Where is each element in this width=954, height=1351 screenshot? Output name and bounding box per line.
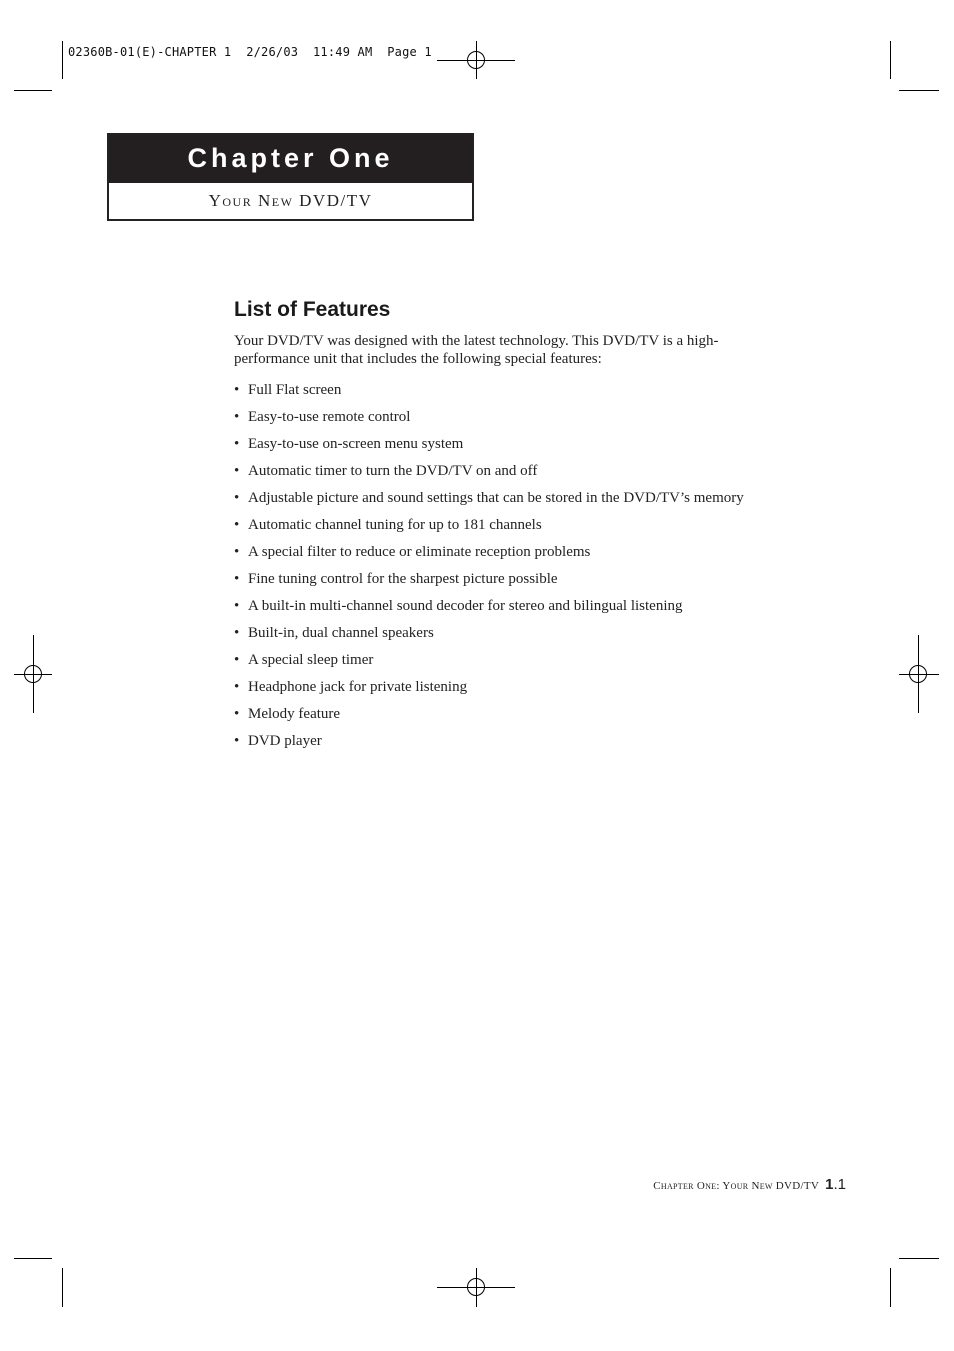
bullet-icon: • (234, 544, 240, 560)
bullet-icon: • (234, 679, 240, 695)
page-number-chapter: 1 (825, 1176, 834, 1193)
bullet-icon: • (234, 733, 240, 749)
list-item: • Fine tuning control for the sharpest picture possible (234, 566, 794, 593)
crop-mark (899, 1258, 939, 1259)
list-item: • A special filter to reduce or eliminate reception problems (234, 539, 794, 566)
crop-mark (14, 1258, 52, 1259)
bullet-icon: • (234, 382, 240, 398)
crop-mark (62, 1268, 63, 1307)
chapter-header (107, 133, 474, 221)
page-number-page: .1 (833, 1176, 846, 1193)
chapter-title: Chapter One (109, 135, 472, 183)
printer-slug: 02360B-01(E)-CHAPTER 1 2/26/03 11:49 AM Page 1 (68, 45, 432, 59)
list-item: • A built-in multi-channel sound decoder for stereo and bilingual listening (234, 593, 794, 620)
bullet-icon: • (234, 706, 240, 722)
list-item: • Built-in, dual channel speakers (234, 620, 794, 647)
bullet-icon: • (234, 571, 240, 587)
crop-mark (899, 90, 939, 91)
bullet-icon: • (234, 517, 240, 533)
feature-list (234, 377, 794, 755)
bullet-icon: • (234, 490, 240, 506)
list-item: • Full Flat screen (234, 377, 794, 404)
list-item: • Adjustable picture and sound settings that can be stored in the DVD/TV’s memory (234, 485, 794, 512)
bullet-icon: • (234, 625, 240, 641)
list-item: • Easy-to-use remote control (234, 404, 794, 431)
running-head: Chapter One: Your New DVD/TV (653, 1180, 820, 1192)
chapter-subtitle: Your New DVD/TV (208, 191, 373, 210)
bullet-icon: • (234, 409, 240, 425)
list-item: • Melody feature (234, 701, 794, 728)
bullet-icon: • (234, 598, 240, 614)
list-item: • Automatic channel tuning for up to 181 channels (234, 512, 794, 539)
bullet-icon: • (234, 652, 240, 668)
list-item: • Automatic timer to turn the DVD/TV on and off (234, 458, 794, 485)
bullet-icon: • (234, 436, 240, 452)
section-heading: List of Features (234, 298, 391, 321)
bullet-icon: • (234, 463, 240, 479)
crop-mark (890, 1268, 891, 1307)
list-item: • Headphone jack for private listening (234, 674, 794, 701)
crop-mark (14, 90, 52, 91)
crop-mark (62, 41, 63, 79)
features-section (234, 296, 794, 755)
intro-paragraph: Your DVD/TV was designed with the latest technology. This DVD/TV is a high-performance unit that includes the following special features: (234, 333, 719, 367)
list-item: • A special sleep timer (234, 647, 794, 674)
list-item: • Easy-to-use on-screen menu system (234, 431, 794, 458)
list-item: • DVD player (234, 728, 794, 755)
crop-mark (890, 41, 891, 79)
page-footer (653, 1176, 846, 1193)
